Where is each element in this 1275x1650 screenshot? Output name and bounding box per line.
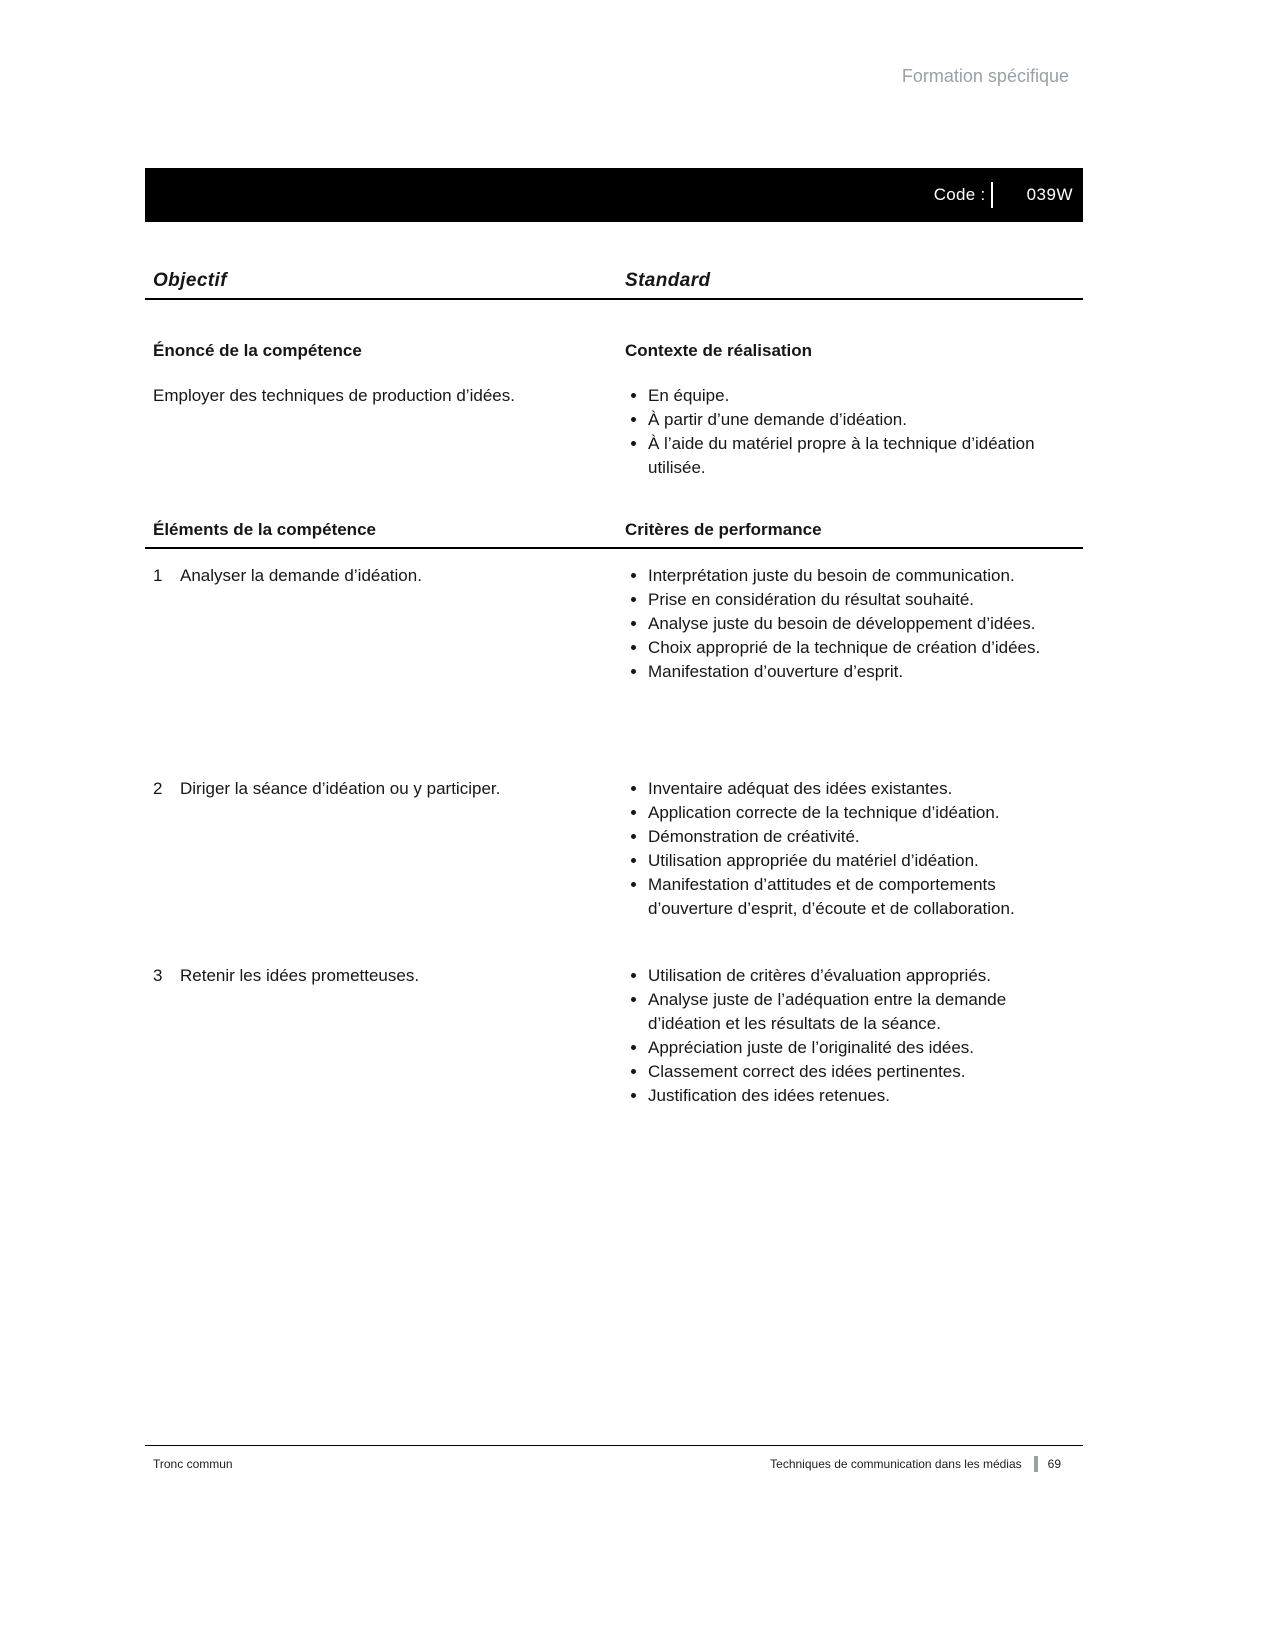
element-row-2 [145,777,1083,921]
code-banner [145,168,1083,222]
element-number: 2 [153,779,163,798]
criterion: • Interprétation juste du besoin de communication. [648,564,1081,588]
criterion: • Manifestation d’attitudes et de comportements d’ouverture d’esprit, d’écoute et de collaboration. [648,873,1081,921]
criterion: • Manifestation d’ouverture d’esprit. [648,660,1081,684]
criterion: • Démonstration de créativité. [648,825,1081,849]
objective-title: Objectif [153,270,227,291]
standard-title: Standard [625,270,711,291]
elements-heading: Éléments de la compétence [153,520,376,539]
element-number: 1 [153,566,163,585]
competence-statement: Employer des techniques de production d’idées. [153,386,515,405]
column-titles [145,270,1083,300]
footer-right-group [770,1456,1083,1472]
criterion: • Analyse juste du besoin de développement d’idées. [648,612,1081,636]
criteria-heading: Critères de performance [625,520,822,539]
footer-rule [145,1445,1083,1446]
section1-headings [145,341,1083,361]
criterion: • Utilisation appropriée du matériel d’idéation. [648,849,1081,873]
context-bullet: • En équipe. [648,384,1081,408]
criterion: • Justification des idées retenues. [648,1084,1081,1108]
section2-headings [145,520,1083,549]
criterion: • Application correcte de la technique d’idéation. [648,801,1081,825]
criterion: • Prise en considération du résultat souhaité. [648,588,1081,612]
competence-heading: Énoncé de la compétence [153,341,362,360]
criterion: • Classement correct des idées pertinentes. [648,1060,1081,1084]
criteria-list-2 [625,777,1081,921]
context-bullet-list [625,384,1081,480]
criterion: • Appréciation juste de l’originalité des idées. [648,1036,1081,1060]
code-value: 039W [1026,185,1073,204]
element-row-3 [145,964,1083,1108]
element-label: Diriger la séance d’idéation ou y participer. [180,779,501,798]
element-row-1 [145,564,1083,684]
footer-left-text: Tronc commun [153,1457,233,1471]
criterion: • Choix approprié de la technique de création d’idées. [648,636,1081,660]
context-bullet: • À l’aide du matériel propre à la technique d’idéation utilisée. [648,432,1081,480]
context-heading: Contexte de réalisation [625,341,813,360]
criterion: • Inventaire adéquat des idées existantes. [648,777,1081,801]
section1-body [145,384,1083,480]
criterion: • Analyse juste de l’adéquation entre la demande d’idéation et les résultats de la séance. [648,988,1081,1036]
footer [145,1456,1083,1472]
criteria-list-1 [625,564,1081,684]
criterion: • Utilisation de critères d’évaluation appropriés. [648,964,1081,988]
caret-divider-icon [991,182,993,208]
running-header: Formation spécifique [901,66,1069,86]
element-number: 3 [153,966,163,985]
footer-right-text: Techniques de communication dans les médias [770,1457,1022,1471]
element-label: Retenir les idées prometteuses. [180,966,420,985]
code-label: Code : [933,185,986,204]
page-number: 69 [1047,1457,1061,1471]
context-bullet: • À partir d’une demande d’idéation. [648,408,1081,432]
footer-divider-icon [1034,1456,1038,1472]
criteria-list-3 [625,964,1081,1108]
element-label: Analyser la demande d’idéation. [180,566,422,585]
